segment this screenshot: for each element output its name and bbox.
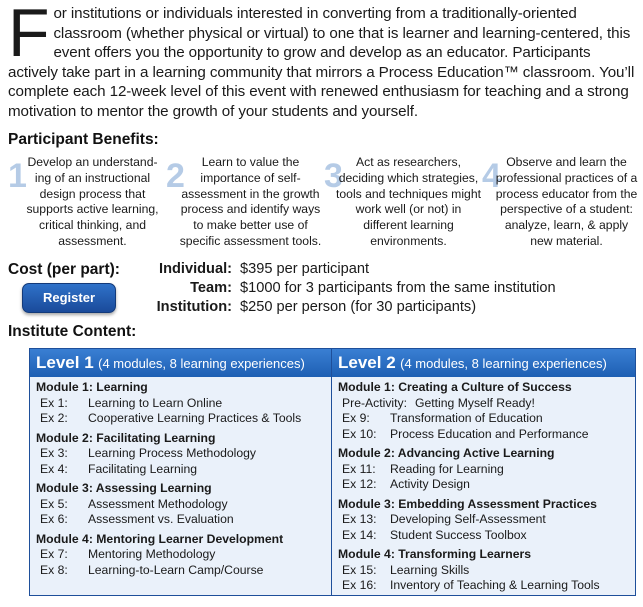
- exercise-title: Assessment Methodology: [88, 496, 228, 511]
- benefit-number: 4: [482, 157, 501, 195]
- benefit-item: [164, 155, 322, 250]
- benefits-list: [6, 155, 638, 250]
- level-subtitle: (4 modules, 8 learning experiences): [98, 356, 305, 371]
- cost-heading: Cost (per part):: [8, 261, 120, 278]
- pre-activity-label: Pre-Activity:: [342, 395, 408, 410]
- exercise-id: Ex 16:: [342, 578, 377, 592]
- list-item: [338, 396, 629, 412]
- module-title: Module 2: Advancing Active Learning: [338, 446, 555, 460]
- list-item: [338, 462, 629, 478]
- list-item: [338, 512, 629, 528]
- list-item: [338, 578, 629, 594]
- level-2-column: [332, 349, 635, 595]
- exercise-id: Ex 13:: [342, 512, 377, 526]
- module-title: Module 2: Facilitating Learning: [36, 430, 216, 445]
- cost-value: $250 per person (for 30 participants): [240, 299, 477, 315]
- list-item: [36, 563, 325, 579]
- exercise-title: Cooperative Learning Practices & Tools: [88, 411, 302, 425]
- list-item: [338, 427, 629, 443]
- exercise-title: Facilitating Learning: [88, 461, 198, 476]
- list-item: [36, 396, 325, 412]
- level-title: Level 1: [36, 353, 94, 372]
- cost-label: Team:: [190, 280, 232, 296]
- module-title: Module 3: Assessing Learning: [36, 481, 212, 495]
- exercise-id: Ex 6:: [40, 512, 68, 526]
- list-item: [36, 512, 325, 528]
- exercise-id: Ex 3:: [40, 446, 68, 460]
- level-2-header: [332, 349, 635, 377]
- level-1-body: [30, 377, 331, 578]
- benefit-item: [6, 155, 164, 250]
- exercise-id: Ex 9:: [342, 411, 370, 425]
- exercise-title: Learning Skills: [390, 562, 470, 577]
- exercise-id: Ex 12:: [342, 477, 377, 491]
- exercise-title: Transformation of Education: [390, 411, 543, 425]
- exercise-title: Learning Process Methodology: [88, 446, 257, 460]
- cost-value: $395 per participant: [240, 261, 369, 277]
- module-title: Module 1: Learning: [36, 380, 148, 394]
- cost-label: Institution:: [156, 299, 232, 315]
- exercise-id: Ex 10:: [342, 426, 377, 441]
- exercise-id: Ex 1:: [40, 395, 68, 410]
- register-button[interactable]: Register: [22, 283, 116, 313]
- cost-label: Individual:: [159, 261, 232, 277]
- exercise-title: Mentoring Methodology: [88, 547, 216, 561]
- module-title: Module 4: Transforming Learners: [338, 547, 532, 561]
- benefits-heading: Participant Benefits:: [8, 131, 159, 148]
- list-item: [36, 547, 325, 563]
- drop-cap: F: [8, 0, 50, 71]
- benefit-text: Learn to value the importance of self-assessment in the growth process and identify ways to make better use of specific assessment tools.: [179, 155, 322, 248]
- list-item: [338, 477, 629, 493]
- benefit-item: [322, 155, 480, 250]
- benefit-text: Observe and learn the professional practices of a process educator from the perspective of a student: analyze, learn, & apply new material.: [495, 155, 638, 248]
- module-title: Module 3: Embedding Assessment Practices: [338, 496, 597, 511]
- benefit-number: 1: [8, 157, 27, 195]
- level-1-column: [30, 349, 332, 595]
- exercise-title: Assessment vs. Evaluation: [88, 512, 234, 526]
- cost-value: $1000 for 3 participants from the same institution: [240, 280, 556, 296]
- exercise-title: Developing Self-Assessment: [390, 512, 546, 526]
- exercise-id: Ex 8:: [40, 562, 68, 577]
- intro-paragraph: [8, 0, 636, 122]
- exercise-title: Student Success Toolbox: [390, 527, 527, 542]
- list-item: [36, 497, 325, 513]
- exercise-title: Process Education and Performance: [390, 426, 589, 441]
- exercise-id: Ex 7:: [40, 547, 68, 561]
- level-1-header: [30, 349, 331, 377]
- module-title: Module 1: Creating a Culture of Success: [338, 380, 572, 394]
- exercise-title: Learning-to-Learn Camp/Course: [88, 562, 264, 577]
- exercise-id: Ex 11:: [342, 461, 376, 476]
- benefit-number: 2: [166, 157, 185, 195]
- level-title: Level 2: [338, 353, 396, 372]
- list-item: [338, 528, 629, 544]
- exercise-title: Learning to Learn Online: [88, 395, 223, 410]
- exercise-id: Ex 14:: [342, 527, 377, 542]
- exercise-title: Reading for Learning: [390, 461, 504, 476]
- list-item: [36, 446, 325, 462]
- institute-content-table: [29, 348, 636, 596]
- list-item: [36, 411, 325, 427]
- list-item: [36, 462, 325, 478]
- level-subtitle: (4 modules, 8 learning experiences): [400, 356, 607, 371]
- exercise-title: Inventory of Teaching & Learning Tools: [390, 578, 600, 592]
- list-item: [338, 411, 629, 427]
- benefit-text: Develop an understand-ing of an instructional design process that supports active learning, critical thinking, and assessment.: [26, 155, 159, 248]
- exercise-id: Ex 15:: [342, 562, 377, 577]
- benefit-number: 3: [324, 157, 343, 195]
- content-heading: Institute Content:: [8, 323, 137, 340]
- pre-activity-title: Getting Myself Ready!: [415, 395, 535, 410]
- exercise-title: Activity Design: [390, 477, 470, 491]
- level-2-body: [332, 377, 635, 594]
- module-title: Module 4: Mentoring Learner Development: [36, 531, 284, 546]
- benefit-text: Act as researchers, deciding which strategies, tools and techniques might work well (or not) in different learning environments.: [336, 155, 481, 248]
- intro-text: or institutions or individuals interested in converting from a traditionally-oriented classroom (whether physical or virtual) to one that is learner and learning-centered, this event offers you the opportunity to grow and develop as an educator. Participants actively take part in a learning community that mirrors a Process Education™ classroom. You’ll complete each 12-week level of this event with renewed enthusiasm for teaching and a strong motivation to mentor the growth of your students and yourself.: [8, 5, 635, 120]
- exercise-id: Ex 5:: [40, 496, 68, 511]
- exercise-id: Ex 4:: [40, 461, 68, 476]
- list-item: [338, 563, 629, 579]
- exercise-id: Ex 2:: [40, 411, 68, 425]
- benefit-item: [480, 155, 638, 250]
